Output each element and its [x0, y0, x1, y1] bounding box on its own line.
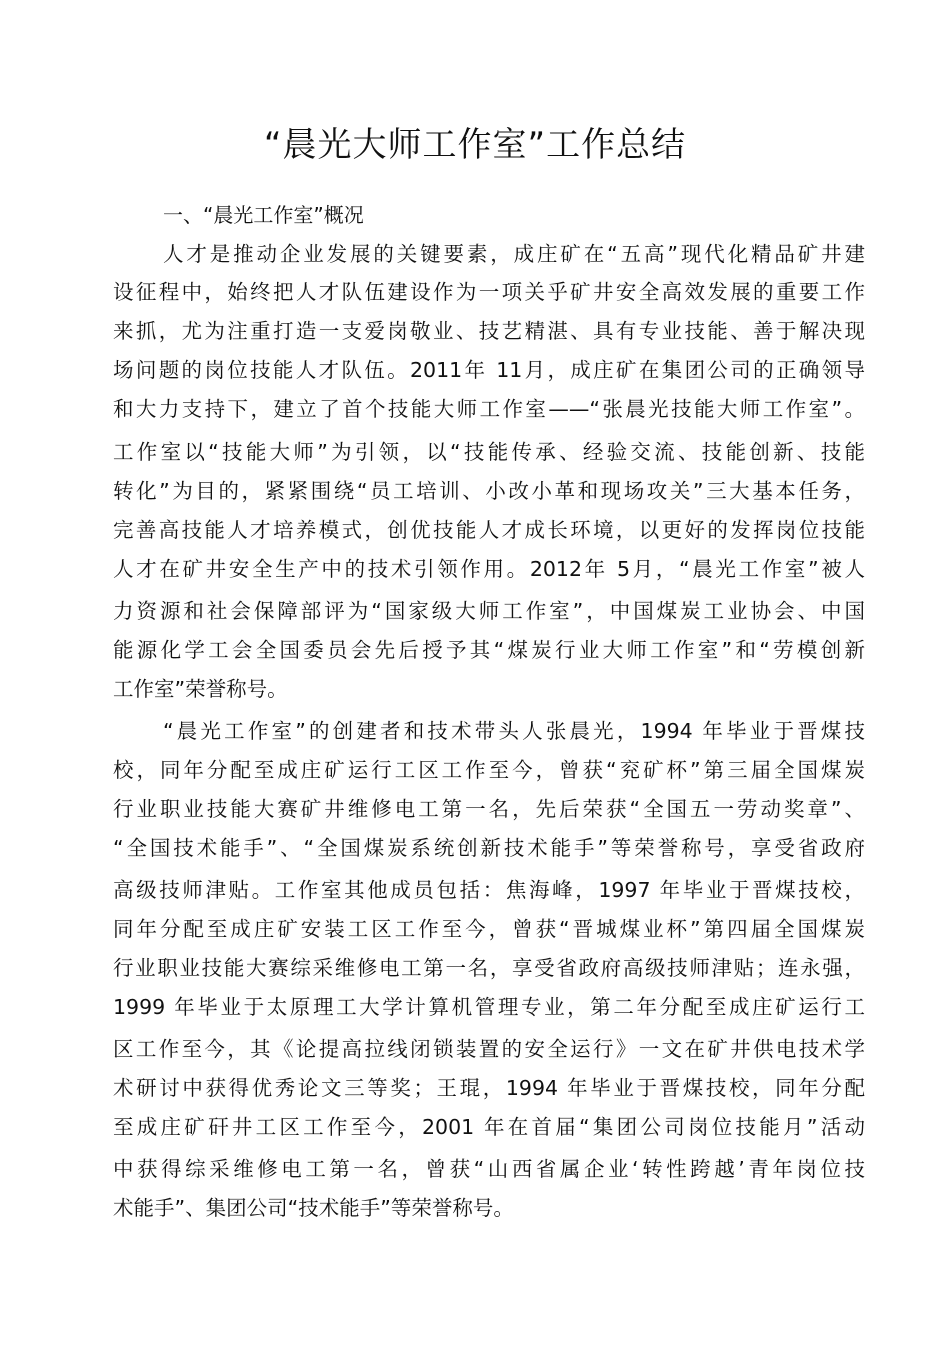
paragraph-line: “全国技术能手”、“全国煤炭系统创新技术能手”等荣誉称号，享受省政府 [113, 836, 865, 860]
paragraph-line: 术研讨中获得优秀论文三等奖；王琨，1994 年毕业于晋煤技校，同年分配 [113, 1076, 865, 1100]
paragraph-line: 行业职业技能大赛综采维修电工第一名，享受省政府高级技师津贴；连永强， [113, 956, 865, 980]
paragraph-line: 完善高技能人才培养模式，创优技能人才成长环境，以更好的发挥岗位技能 [113, 518, 865, 542]
paragraph-line: 高级技师津贴。工作室其他成员包括：焦海峰，1997 年毕业于晋煤技校， [113, 878, 865, 902]
paragraph-line: 场问题的岗位技能人才队伍。2011年 11月，成庄矿在集团公司的正确领导 [113, 358, 865, 382]
document-title: “晨光大师工作室”工作总结 [263, 125, 687, 165]
paragraph-line: 至成庄矿矸井工区工作至今，2001 年在首届“集团公司岗位技能月”活动 [113, 1115, 865, 1139]
paragraph-line: 区工作至今，其《论提高拉线闭锁装置的安全运行》一文在矿井供电技术学 [113, 1037, 865, 1061]
paragraph-line: 设征程中，始终把人才队伍建设作为一项关乎矿井安全高效发展的重要工作 [113, 280, 865, 304]
paragraph-line: “晨光工作室”的创建者和技术带头人张晨光，1994 年毕业于晋煤技 [163, 719, 865, 743]
paragraph-line: 和大力支持下，建立了首个技能大师工作室——“张晨光技能大师工作室”。 [113, 397, 865, 421]
paragraph-line: 来抓，尤为注重打造一支爱岗敬业、技艺精湛、具有专业技能、善于解决现 [113, 319, 865, 343]
paragraph-line: 工作室以“技能大师”为引领，以“技能传承、经验交流、技能创新、技能 [113, 440, 865, 464]
paragraph-line: 人才是推动企业发展的关键要素，成庄矿在“五高”现代化精品矿井建 [163, 242, 865, 266]
paragraph-line: 工作室”荣誉称号。 [113, 677, 288, 701]
paragraph-line: 1999 年毕业于太原理工大学计算机管理专业，第二年分配至成庄矿运行工 [113, 995, 865, 1019]
paragraph-line: 中获得综采维修电工第一名，曾获“山西省属企业‘转性跨越’青年岗位技 [113, 1157, 865, 1181]
section-heading: 一、“晨光工作室”概况 [163, 203, 364, 227]
paragraph-line: 能源化学工会全国委员会先后授予其“煤炭行业大师工作室”和“劳模创新 [113, 638, 865, 662]
paragraph-line: 术能手”、集团公司“技术能手”等荣誉称号。 [113, 1196, 514, 1220]
paragraph-line: 校，同年分配至成庄矿运行工区工作至今，曾获“兖矿杯”第三届全国煤炭 [113, 758, 865, 782]
paragraph-line: 行业职业技能大赛矿井维修电工第一名，先后荣获“全国五一劳动奖章”、 [113, 797, 865, 821]
paragraph-line: 人才在矿井安全生产中的技术引领作用。2012年 5月，“晨光工作室”被人 [113, 557, 865, 581]
paragraph-line: 同年分配至成庄矿安装工区工作至今，曾获“晋城煤业杯”第四届全国煤炭 [113, 917, 865, 941]
paragraph-line: 力资源和社会保障部评为“国家级大师工作室”，中国煤炭工业协会、中国 [113, 599, 865, 623]
paragraph-line: 转化”为目的，紧紧围绕“员工培训、小改小革和现场攻关”三大基本任务， [113, 479, 865, 503]
